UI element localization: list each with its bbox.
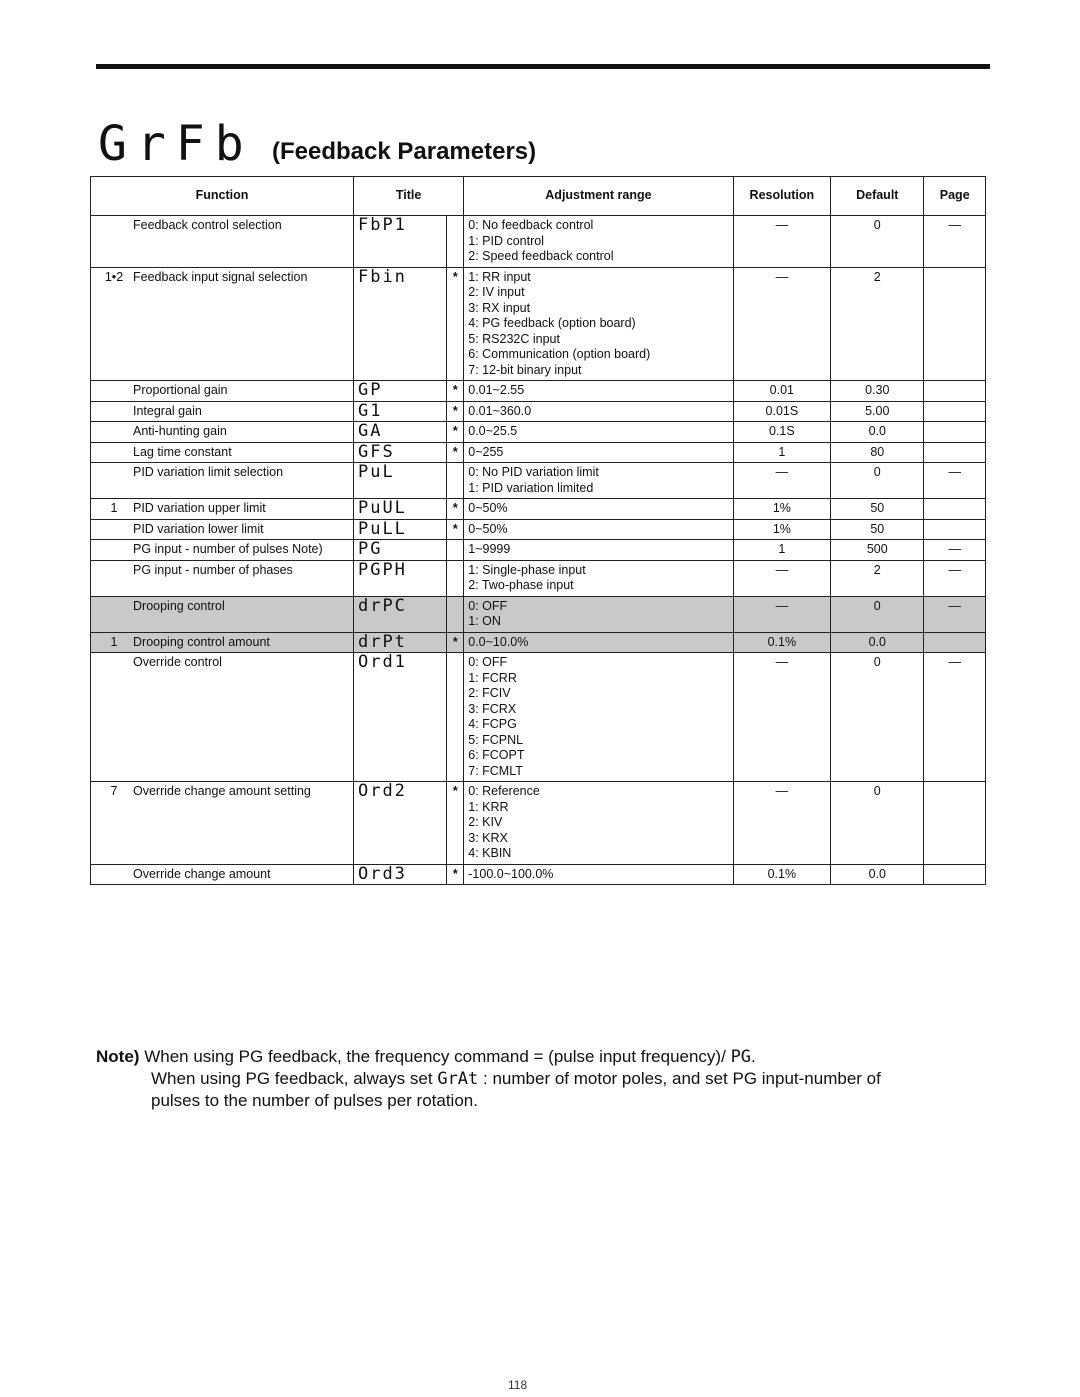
cell-default: 0.0 (831, 632, 924, 653)
cell-page: — (924, 653, 986, 782)
note-label: Note) (96, 1047, 140, 1066)
range-line: 1~9999 (468, 542, 511, 556)
cell-range (464, 422, 733, 443)
note-line1-text: When using PG feedback, the frequency command = (pulse input frequency)/ (144, 1047, 726, 1066)
range-line: 6: FCOPT (468, 748, 525, 762)
cell-function-label: Feedback control selection (133, 218, 282, 232)
range-line: -100.0~100.0% (468, 866, 554, 881)
table-row (91, 864, 986, 885)
cell-title: Ord1 (353, 653, 446, 782)
table-row (91, 422, 986, 443)
cell-title: drPt (353, 632, 446, 653)
cell-star (447, 540, 464, 561)
cell-range (464, 782, 733, 865)
top-rule (96, 64, 990, 69)
range-line: 7: 12-bit binary input (468, 362, 582, 377)
cell-title: PuL (353, 463, 446, 499)
cell-resolution: — (733, 653, 831, 782)
note-line2-end: : number of motor poles, and set PG input-number of (483, 1069, 881, 1088)
col-header-resolution: Resolution (733, 177, 831, 216)
cell-range (464, 596, 733, 632)
cell-resolution: 0.1% (733, 632, 831, 653)
note-line-1 (96, 1046, 996, 1068)
range-line: 1: FCRR (468, 670, 517, 685)
cell-star (447, 653, 464, 782)
cell-function (91, 596, 354, 632)
cell-range (464, 540, 733, 561)
cell-range (464, 401, 733, 422)
cell-resolution: — (733, 463, 831, 499)
cell-page (924, 782, 986, 865)
col-header-function: Function (91, 177, 354, 216)
cell-star: * (447, 381, 464, 402)
table-row (91, 463, 986, 499)
cell-function-label: Override change amount setting (133, 784, 311, 798)
cell-title: Ord2 (353, 782, 446, 865)
cell-default: 500 (831, 540, 924, 561)
cell-default: 0 (831, 596, 924, 632)
cell-star: * (447, 422, 464, 443)
cell-resolution: — (733, 560, 831, 596)
cell-function-label: Lag time constant (133, 444, 232, 459)
cell-resolution: 0.01 (733, 381, 831, 402)
range-line: 1: PID variation limited (468, 480, 594, 495)
cell-resolution: — (733, 596, 831, 632)
cell-page (924, 499, 986, 520)
range-line: 5: RS232C input (468, 331, 560, 346)
cell-page (924, 864, 986, 885)
range-line: 2: Two-phase input (468, 578, 574, 592)
cell-resolution: 1 (733, 540, 831, 561)
range-line: 6: Communication (option board) (468, 347, 651, 361)
cell-title: FbP1 (353, 216, 446, 268)
cell-range (464, 519, 733, 540)
cell-function (91, 267, 354, 381)
range-line: 0.0~10.0% (468, 634, 529, 649)
cell-star: * (447, 267, 464, 381)
cell-default: 0 (831, 463, 924, 499)
cell-page (924, 381, 986, 402)
cell-star: * (447, 499, 464, 520)
cell-function (91, 442, 354, 463)
cell-page (924, 267, 986, 381)
cell-range (464, 216, 733, 268)
cell-title: PG (353, 540, 446, 561)
cell-default: 2 (831, 560, 924, 596)
range-line: 1: PID control (468, 233, 544, 248)
cell-function (91, 519, 354, 540)
cell-page: — (924, 216, 986, 268)
cell-function-label: Anti-hunting gain (133, 424, 227, 438)
cell-default: 0 (831, 782, 924, 865)
cell-star: * (447, 782, 464, 865)
cell-function (91, 216, 354, 268)
cell-resolution: — (733, 216, 831, 268)
range-line: 0~50% (468, 501, 508, 515)
range-line: 4: KBIN (468, 846, 512, 860)
table-row (91, 560, 986, 596)
cell-range (464, 463, 733, 499)
note-line-2 (96, 1068, 996, 1090)
cell-default: 50 (831, 519, 924, 540)
cell-default: 0.0 (831, 422, 924, 443)
range-line: 0: Reference (468, 784, 540, 798)
cell-range (464, 560, 733, 596)
range-line: 0.01~360.0 (468, 403, 532, 418)
cell-star (447, 560, 464, 596)
cell-page (924, 401, 986, 422)
cell-title: GA (353, 422, 446, 443)
cell-star (447, 463, 464, 499)
cell-function (91, 632, 354, 653)
table-row (91, 540, 986, 561)
table-header-row (91, 177, 986, 216)
range-line: 4: FCPG (468, 717, 517, 731)
cell-title: PuLL (353, 519, 446, 540)
cell-sub-index: 1 (110, 501, 118, 515)
cell-function-label: Feedback input signal selection (133, 269, 308, 284)
footnote (96, 1046, 996, 1112)
note-line1-end: . (751, 1047, 756, 1066)
table-row (91, 442, 986, 463)
cell-default: 50 (831, 499, 924, 520)
cell-title: GFS (353, 442, 446, 463)
cell-function-label: Override change amount (133, 866, 271, 881)
note-line2-start: When using PG feedback, always set (151, 1069, 433, 1088)
cell-function-label: Drooping control amount (133, 634, 270, 649)
table-row (91, 519, 986, 540)
table-row (91, 401, 986, 422)
cell-star: * (447, 864, 464, 885)
range-line: 1: RR input (468, 269, 531, 284)
note-line1-code: PG (730, 1047, 752, 1067)
cell-range (464, 267, 733, 381)
cell-page (924, 422, 986, 443)
range-line: 4: PG feedback (option board) (468, 316, 636, 330)
table-row (91, 267, 986, 381)
range-line: 0: OFF (468, 655, 508, 669)
range-line: 2: KIV (468, 815, 503, 829)
cell-title: GP (353, 381, 446, 402)
note-line2-code: GrAt (437, 1069, 479, 1089)
cell-page (924, 632, 986, 653)
cell-title: G1 (353, 401, 446, 422)
range-line: 3: RX input (468, 300, 531, 315)
cell-function (91, 499, 354, 520)
range-line: 0.0~25.5 (468, 424, 518, 438)
cell-function-label: PG input - number of phases (133, 562, 293, 577)
col-header-page: Page (924, 177, 986, 216)
cell-resolution: — (733, 782, 831, 865)
cell-page: — (924, 540, 986, 561)
cell-resolution: 0.1S (733, 422, 831, 443)
cell-range (464, 499, 733, 520)
cell-page: — (924, 560, 986, 596)
cell-star: * (447, 401, 464, 422)
cell-sub-index: 1•2 (104, 269, 124, 284)
cell-resolution: 1 (733, 442, 831, 463)
cell-title: PGPH (353, 560, 446, 596)
cell-function-label: Drooping control (133, 598, 225, 613)
page-number: 118 (508, 1378, 528, 1392)
cell-title: drPC (353, 596, 446, 632)
table-row (91, 632, 986, 653)
table-row (91, 596, 986, 632)
range-line: 1: ON (468, 614, 501, 628)
cell-resolution: 1% (733, 499, 831, 520)
range-line: 0~50% (468, 521, 508, 536)
cell-page: — (924, 596, 986, 632)
page-title: (Feedback Parameters) (272, 138, 537, 165)
cell-page (924, 442, 986, 463)
range-line: 0~255 (468, 444, 504, 459)
cell-function-label: Integral gain (133, 403, 202, 418)
cell-function (91, 782, 354, 865)
cell-resolution: 1% (733, 519, 831, 540)
cell-function (91, 463, 354, 499)
cell-function-label: PID variation limit selection (133, 465, 284, 479)
range-line: 2: Speed feedback control (468, 249, 614, 263)
cell-resolution: 0.1% (733, 864, 831, 885)
col-header-default: Default (831, 177, 924, 216)
cell-function (91, 864, 354, 885)
range-line: 5: FCPNL (468, 732, 524, 747)
cell-function (91, 560, 354, 596)
table-row (91, 499, 986, 520)
cell-resolution: — (733, 267, 831, 381)
cell-title: Ord3 (353, 864, 446, 885)
cell-default: 2 (831, 267, 924, 381)
cell-range (464, 442, 733, 463)
cell-default: 5.00 (831, 401, 924, 422)
cell-function-label: Override control (133, 655, 222, 669)
cell-function-label: PID variation lower limit (133, 521, 264, 536)
cell-default: 0 (831, 216, 924, 268)
cell-title: Fbin (353, 267, 446, 381)
cell-default: 0 (831, 653, 924, 782)
range-line: 0: OFF (468, 598, 508, 613)
cell-function (91, 401, 354, 422)
table-row (91, 653, 986, 782)
cell-star: * (447, 442, 464, 463)
cell-star (447, 216, 464, 268)
cell-function-label: PG input - number of pulses Note) (133, 542, 323, 556)
cell-function (91, 540, 354, 561)
range-line: 2: FCIV (468, 686, 511, 700)
cell-function (91, 422, 354, 443)
range-line: 3: FCRX (468, 701, 517, 716)
cell-function (91, 653, 354, 782)
cell-function-label: Proportional gain (133, 383, 228, 397)
cell-title: PuUL (353, 499, 446, 520)
col-header-range: Adjustment range (464, 177, 733, 216)
range-line: 1: KRR (468, 799, 509, 814)
table-row (91, 216, 986, 268)
range-line: 1: Single-phase input (468, 562, 586, 577)
cell-default: 80 (831, 442, 924, 463)
cell-default: 0.30 (831, 381, 924, 402)
range-line: 7: FCMLT (468, 763, 523, 778)
table-row (91, 782, 986, 865)
range-line: 0.01~2.55 (468, 383, 525, 397)
range-line: 0: No feedback control (468, 218, 594, 232)
cell-default: 0.0 (831, 864, 924, 885)
cell-star: * (447, 519, 464, 540)
cell-star: * (447, 632, 464, 653)
cell-page: — (924, 463, 986, 499)
range-line: 0: No PID variation limit (468, 465, 599, 479)
cell-range (464, 653, 733, 782)
cell-sub-index: 1 (110, 634, 118, 649)
col-header-title: Title (353, 177, 463, 216)
cell-range (464, 381, 733, 402)
cell-sub-index: 7 (110, 784, 118, 798)
parameter-table (90, 176, 986, 885)
cell-page (924, 519, 986, 540)
cell-resolution: 0.01S (733, 401, 831, 422)
table-row (91, 381, 986, 402)
group-code: GrFb (98, 116, 254, 172)
cell-range (464, 632, 733, 653)
range-line: 2: IV input (468, 285, 525, 299)
cell-star (447, 596, 464, 632)
cell-range (464, 864, 733, 885)
cell-function (91, 381, 354, 402)
range-line: 3: KRX (468, 830, 508, 845)
note-line-3: pulses to the number of pulses per rotation. (151, 1091, 478, 1110)
cell-function-label: PID variation upper limit (133, 501, 266, 515)
